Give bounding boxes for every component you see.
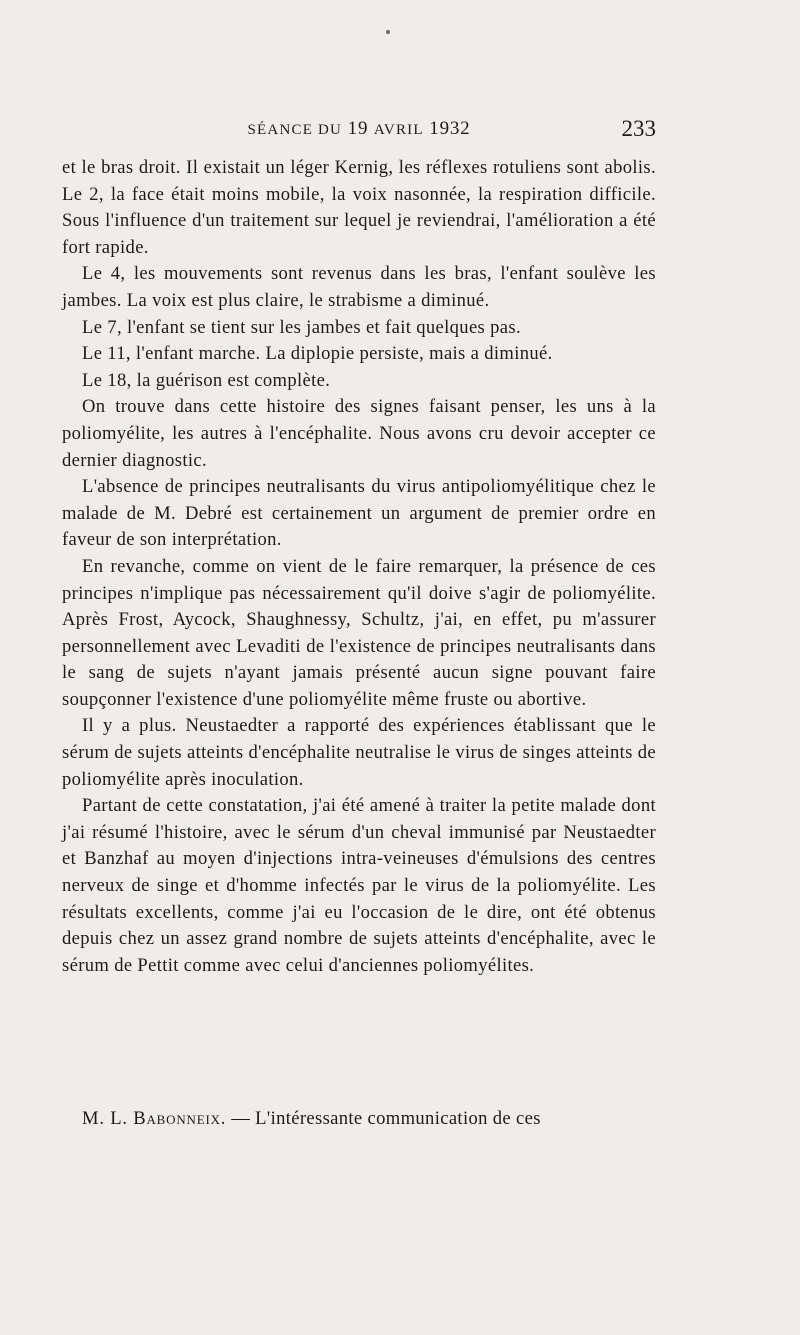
- print-speck: [386, 30, 390, 34]
- paragraph: En revanche, comme on vient de le faire remarquer, la présence de ces principes n'implique pas nécessairement qu'il doive s'agir de poliomyélite. Après Frost, Aycock, Shaughnessy, Schultz, j'ai, en effet, pu m'assurer personnellement avec Levaditi de l'existence de principes neutralisants dans le sang de sujets n'ayant jamais présenté aucun signe pouvant faire soupçonner l'existence d'une poliomyélite même fruste ou abortive.: [62, 555, 656, 710]
- paragraph: Le 7, l'enfant se tient sur les jambes et fait quelques pas.: [82, 316, 521, 338]
- paragraph: L'absence de principes neutralisants du virus antipoliomyélitique chez le malade de M. Debré est certainement un argument de premier ordre en faveur de son interprétation.: [62, 476, 656, 551]
- running-head: [62, 118, 656, 140]
- paragraph: On trouve dans cette histoire des signes faisant penser, les uns à la poliomyélite, les autres à l'encéphalite. Nous avons cru devoir accepter ce dernier diagnostic.: [62, 396, 656, 471]
- page-number: 233: [621, 116, 656, 141]
- final-text: — L'intéressante communication de ces: [231, 1108, 541, 1129]
- running-head-year: 1932: [429, 118, 471, 139]
- paragraph: Partant de cette constatation, j'ai été amené à traiter la petite malade dont j'ai résumé l'histoire, avec le sérum d'un cheval immunisé par Neustaedter et Banzhaf au moyen d'injections intra-veineuses d'émulsions des centres nerveux de singe et d'homme infectés par le virus de la poliomyélite. Les résultats excellents, comme j'ai eu l'occasion de le dire, ont été obtenus depuis chez un assez grand nombre de sujets atteints d'encéphalite, avec le sérum de Pettit comme avec celui d'anciennes poliomyélites.: [62, 795, 656, 976]
- page-header: [62, 116, 656, 146]
- final-paragraph: [62, 1106, 656, 1133]
- paragraph: et le bras droit. Il existait un léger Kernig, les réflexes rotuliens sont abolis. Le 2, la face était moins mobile, la voix nasonnée, la respiration difficile. Sous l'influence d'un traitement sur lequel je reviendrai, l'amélioration a été fort rapide.: [62, 157, 656, 258]
- paragraph: Il y a plus. Neustaedter a rapporté des expériences établissant que le sérum de sujets atteints d'encéphalite neutralise le virus de singes atteints de poliomyélite après inoculation.: [62, 715, 656, 790]
- speaker-name: M. L. Babonneix.: [82, 1108, 227, 1129]
- paragraph: Le 11, l'enfant marche. La diplopie persiste, mais a diminué.: [82, 343, 553, 365]
- body-text: [62, 155, 656, 979]
- running-head-month: AVRIL: [373, 122, 424, 138]
- running-head-prefix: SÉANCE DU: [247, 122, 343, 138]
- paragraph: Le 18, la guérison est complète.: [82, 369, 331, 391]
- running-head-day: 19: [347, 118, 369, 139]
- paragraph: Le 4, les mouvements sont revenus dans les bras, l'enfant soulève les jambes. La voix est plus claire, le strabisme a diminué.: [62, 263, 656, 311]
